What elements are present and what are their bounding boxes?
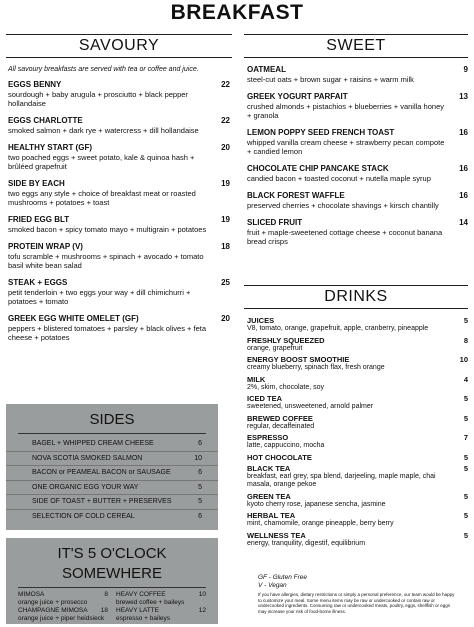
menu-item-header [247,531,468,540]
menu-item-price: 7 [463,433,468,442]
menu-item-price: 14 [459,218,468,227]
menu-item-name: HEALTHY START (GF) [8,143,92,152]
menu-item [247,511,468,529]
menu-item-price: 20 [221,143,230,152]
menu-item-price: 22 [221,80,230,89]
cocktail-name: HEAVY COFFEE [116,591,166,598]
cocktail-price: 18 [100,607,108,614]
menu-item-price: 16 [459,191,468,200]
menu-item [247,375,468,393]
menu-item-header [247,355,468,364]
menu-item-price: 5 [463,530,468,540]
menu-item-name: ENERGY BOOST SMOOTHIE [247,355,350,364]
savoury-column [8,65,230,350]
menu-item-name: OATMEAL [247,65,286,74]
menu-item-name: GREEK YOGURT PARFAIT [247,92,348,101]
menu-item-description: smoked bacon + spicy tomato mayo + multigrain + potatoes [8,225,207,234]
menu-item [8,242,230,270]
side-price: 10 [194,454,202,462]
cocktail-header [18,607,108,615]
side-price: 6 [198,512,202,520]
menu-item-description: mint, chamomile, orange pineapple, berry berry [247,520,394,527]
cocktail-header [18,591,108,599]
sides-row [6,481,218,496]
cocktail-header [116,591,206,599]
menu-item-description: orange, grapefruit [247,344,303,352]
menu-item-name: HERBAL TEA [247,511,296,520]
menu-item-price: 25 [221,278,230,287]
menu-item-header [247,191,468,201]
menu-item-name: GREEN TEA [247,491,291,501]
menu-item-description: V8, tomato, orange, grapefruit, apple, cranberry, pineapple [247,325,429,332]
menu-item-price: 18 [221,242,230,251]
menu-item-header [247,128,468,138]
menu-item-name: BREWED COFFEE [247,413,313,423]
menu-item-header [247,336,468,345]
menu-item-header [247,375,468,384]
menu-item-header [247,92,468,102]
savoury-heading: SAVOURY [6,34,232,58]
sweet-list [247,65,468,246]
menu-item-header [8,242,230,252]
menu-item-description: smoked salmon + dark rye + watercress + dill hollandaise [8,126,199,135]
side-name: BACON or PEAMEAL BACON or SAUSAGE [32,469,171,476]
menu-item-header [247,218,468,228]
sides-row [6,495,218,510]
menu-item [247,128,468,156]
vegan-legend: V - Vegan [258,582,287,589]
sides-divider [18,433,206,434]
menu-item-description: sourdough + baby arugula + prosciutto + black pepper hollandaise [8,90,188,108]
menu-item-header [8,179,230,189]
side-name: BAGEL + WHIPPED CREAM CHEESE [32,440,154,447]
menu-item-header [8,80,230,90]
menu-item-description: energy, tranquility, digestif, equilibrium [247,539,366,547]
cocktail-header [116,607,206,615]
menu-item-price: 5 [463,316,468,325]
menu-item [8,116,230,135]
cocktails-list [6,591,218,623]
menu-item-header [8,143,230,153]
menu-item-header [247,464,468,473]
cocktail-name: CHAMPAGNE MIMOSA [18,607,88,614]
menu-item-description: candied bacon + toasted coconut + nutella maple syrup [247,174,431,183]
menu-item-price: 16 [459,164,468,173]
menu-item-description: crushed almonds + pistachios + blueberries + vanilla honey + granola [247,102,444,120]
menu-item [8,179,230,207]
menu-item-name: HOT CHOCOLATE [247,452,312,462]
menu-item-header [8,215,230,225]
menu-item-description: 2%, skim, chocolate, soy [247,383,325,391]
side-price: 6 [198,469,202,476]
menu-item [247,355,468,373]
cocktail-name: HEAVY LATTE [116,607,159,614]
menu-item-header [247,453,468,462]
cocktail-item [116,591,206,607]
menu-item-name: JUICES [247,316,275,325]
menu-item [247,531,468,549]
menu-item-name: SLICED FRUIT [247,218,303,227]
menu-item-header [8,314,230,324]
cocktail-description: orange juice + prosecco [18,599,88,606]
menu-item-price: 16 [459,128,468,137]
menu-item-name: PROTEIN WRAP (V) [8,242,83,251]
menu-item-price: 5 [463,491,468,501]
side-name: NOVA SCOTIA SMOKED SALMON [32,454,143,462]
sides-row [6,437,218,452]
menu-item-price: 8 [463,335,468,345]
menu-item-price: 4 [463,374,468,384]
footer [258,574,458,614]
menu-item-price: 20 [221,314,230,323]
menu-item-name: EGGS CHARLOTTE [8,116,83,125]
menu-item [247,492,468,510]
sides-row [6,466,218,481]
cocktail-description: orange juice + piper heidsieck [18,615,105,622]
cocktails-box [6,538,218,624]
menu-item-description: whipped vanilla cream cheese + strawberry pecan compote + candied lemon [247,138,445,156]
menu-item-price: 5 [463,452,468,462]
cocktail-item [18,591,108,607]
menu-item-name: SIDE BY EACH [8,179,65,188]
menu-item-header [247,164,468,174]
menu-item-description: breakfast, earl grey, spa blend, darjeeling, maple maple, chai masala, orange pekoe [247,472,436,488]
menu-item [247,218,468,246]
menu-item-description: two poached eggs + sweet potato, kale & quinoa hash + brûléed grapefruit [8,153,195,171]
menu-item-name: BLACK FOREST WAFFLE [247,191,345,200]
menu-item [8,215,230,234]
menu-item-name: GREEK EGG WHITE OMELET (GF) [8,314,139,323]
menu-item [247,394,468,412]
drinks-column [247,316,468,550]
menu-item-name: MILK [247,374,266,384]
menu-item-description: kyoto cherry rose, japanese sencha, jasmine [247,500,386,508]
sides-heading: SIDES [89,411,135,428]
menu-item-header [8,116,230,126]
side-name: SELECTION OF COLD CEREAL [32,512,135,520]
savoury-list [8,80,230,342]
menu-item-header [247,433,468,442]
menu-item [247,191,468,210]
menu-item-description: tofu scramble + mushrooms + spinach + avocado + tomato basil white bean salad [8,252,204,270]
menu-item-description: peppers + blistered tomatoes + parsley + black olives + feta cheese + potatoes [8,324,207,342]
menu-item-description: preserved cherries + chocolate shavings + kirsch chantilly [247,201,439,210]
menu-item-header [247,492,468,501]
side-price: 6 [198,440,202,447]
menu-item-price: 10 [459,355,468,364]
side-name: ONE ORGANIC EGG YOUR WAY [32,483,139,491]
menu-item [247,433,468,451]
menu-item-description: petit tenderloin + two eggs your way + dill chimichurri + potatoes + tomato [8,288,191,306]
cocktail-price: 8 [104,591,108,598]
menu-item [247,464,468,490]
cocktail-description: espresso + baileys [116,615,171,622]
cocktails-heading: IT'S 5 O'CLOCK SOMEWHERE [57,545,167,582]
menu-item-price: 13 [459,92,468,101]
menu-item-name: WELLNESS TEA [247,530,306,540]
menu-item-name: LEMON POPPY SEED FRENCH TOAST [247,128,395,137]
side-name: SIDE OF TOAST + BUTTER + PRESERVES [32,498,172,505]
menu-item [247,336,468,354]
cocktail-description: brewed coffee + baileys [116,599,185,606]
cocktail-item [18,607,108,623]
menu-item [8,278,230,306]
menu-item-header [8,278,230,288]
menu-item-price: 5 [463,511,468,520]
menu-item [247,453,468,462]
menu-item-name: STEAK + EGGS [8,278,68,287]
menu-item-name: FRIED EGG BLT [8,215,70,224]
menu-item-price: 19 [221,179,230,188]
menu-item-price: 5 [463,413,468,423]
sides-row [6,452,218,467]
page-title: BREAKFAST [170,1,304,24]
menu-item-header [247,65,468,75]
menu-item [8,314,230,342]
menu-item-name: EGGS BENNY [8,80,62,89]
menu-item-price: 19 [221,215,230,224]
menu-item [247,414,468,432]
menu-item [247,92,468,120]
menu-item-description: regular, decaffeinated [247,422,315,430]
sides-row [6,510,218,524]
menu-item-header [247,414,468,423]
menu-item [247,316,468,334]
menu-item [8,80,230,108]
savoury-note: All savoury breakfasts are served with tea or coffee and juice. [8,66,199,73]
menu-item-name: CHOCOLATE CHIP PANCAKE STACK [247,164,389,173]
side-price: 5 [198,498,202,505]
menu-item-description: two eggs any style + choice of breakfast meat or roasted mushrooms + potatoes + toast [8,189,196,207]
menu-item-price: 5 [463,463,468,473]
sides-list [6,437,218,523]
sweet-column [247,65,468,254]
menu-item-description: steel-cut oats + brown sugar + raisins + warm milk [247,75,414,84]
cocktails-divider [18,587,206,588]
menu-item [247,164,468,183]
menu-item-name: ICED TEA [247,394,283,403]
menu-item-description: creamy blueberry, spinach flax, fresh orange [247,364,385,371]
menu-item-header [247,511,468,520]
drinks-list [247,316,468,548]
menu-item-header [247,316,468,325]
menu-item-price: 5 [463,394,468,403]
cocktail-name: MIMOSA [18,591,45,598]
side-price: 5 [198,483,202,491]
cocktail-price: 10 [198,591,206,598]
menu-item [247,65,468,84]
menu-item-name: ESPRESSO [247,433,289,442]
menu-item-price: 22 [221,116,230,125]
menu-item-description: sweetened, unsweetened, arnold palmer [247,403,374,410]
menu-item-name: BLACK TEA [247,463,291,473]
menu-item-description: latte, cappuccino, mocha [247,442,325,449]
menu-item-description: fruit + maple-sweetened cottage cheese + coconut banana bread crisps [247,228,443,246]
drinks-heading: DRINKS [244,285,468,309]
sweet-heading: SWEET [244,34,468,58]
gf-legend: GF - Gluten Free [258,574,308,581]
menu-item-name: FRESHLY SQUEEZED [247,335,325,345]
cocktail-price: 12 [198,607,206,614]
menu-item-header [247,394,468,403]
allergy-notice: If you have allergies, dietary restrictions or simply a personal preference, our team would be happy to customize your meal. Some menu items may be raw or undercooked or contain raw or undercooked ingredients. Consuming raw or undercooked meats, poultry, eggs, shellfish or eggs may increase your risk of food-borne illness. [258,592,455,614]
menu-item [8,143,230,171]
sides-box [6,404,218,530]
cocktail-item [116,607,206,623]
menu-item-price: 9 [463,65,468,74]
